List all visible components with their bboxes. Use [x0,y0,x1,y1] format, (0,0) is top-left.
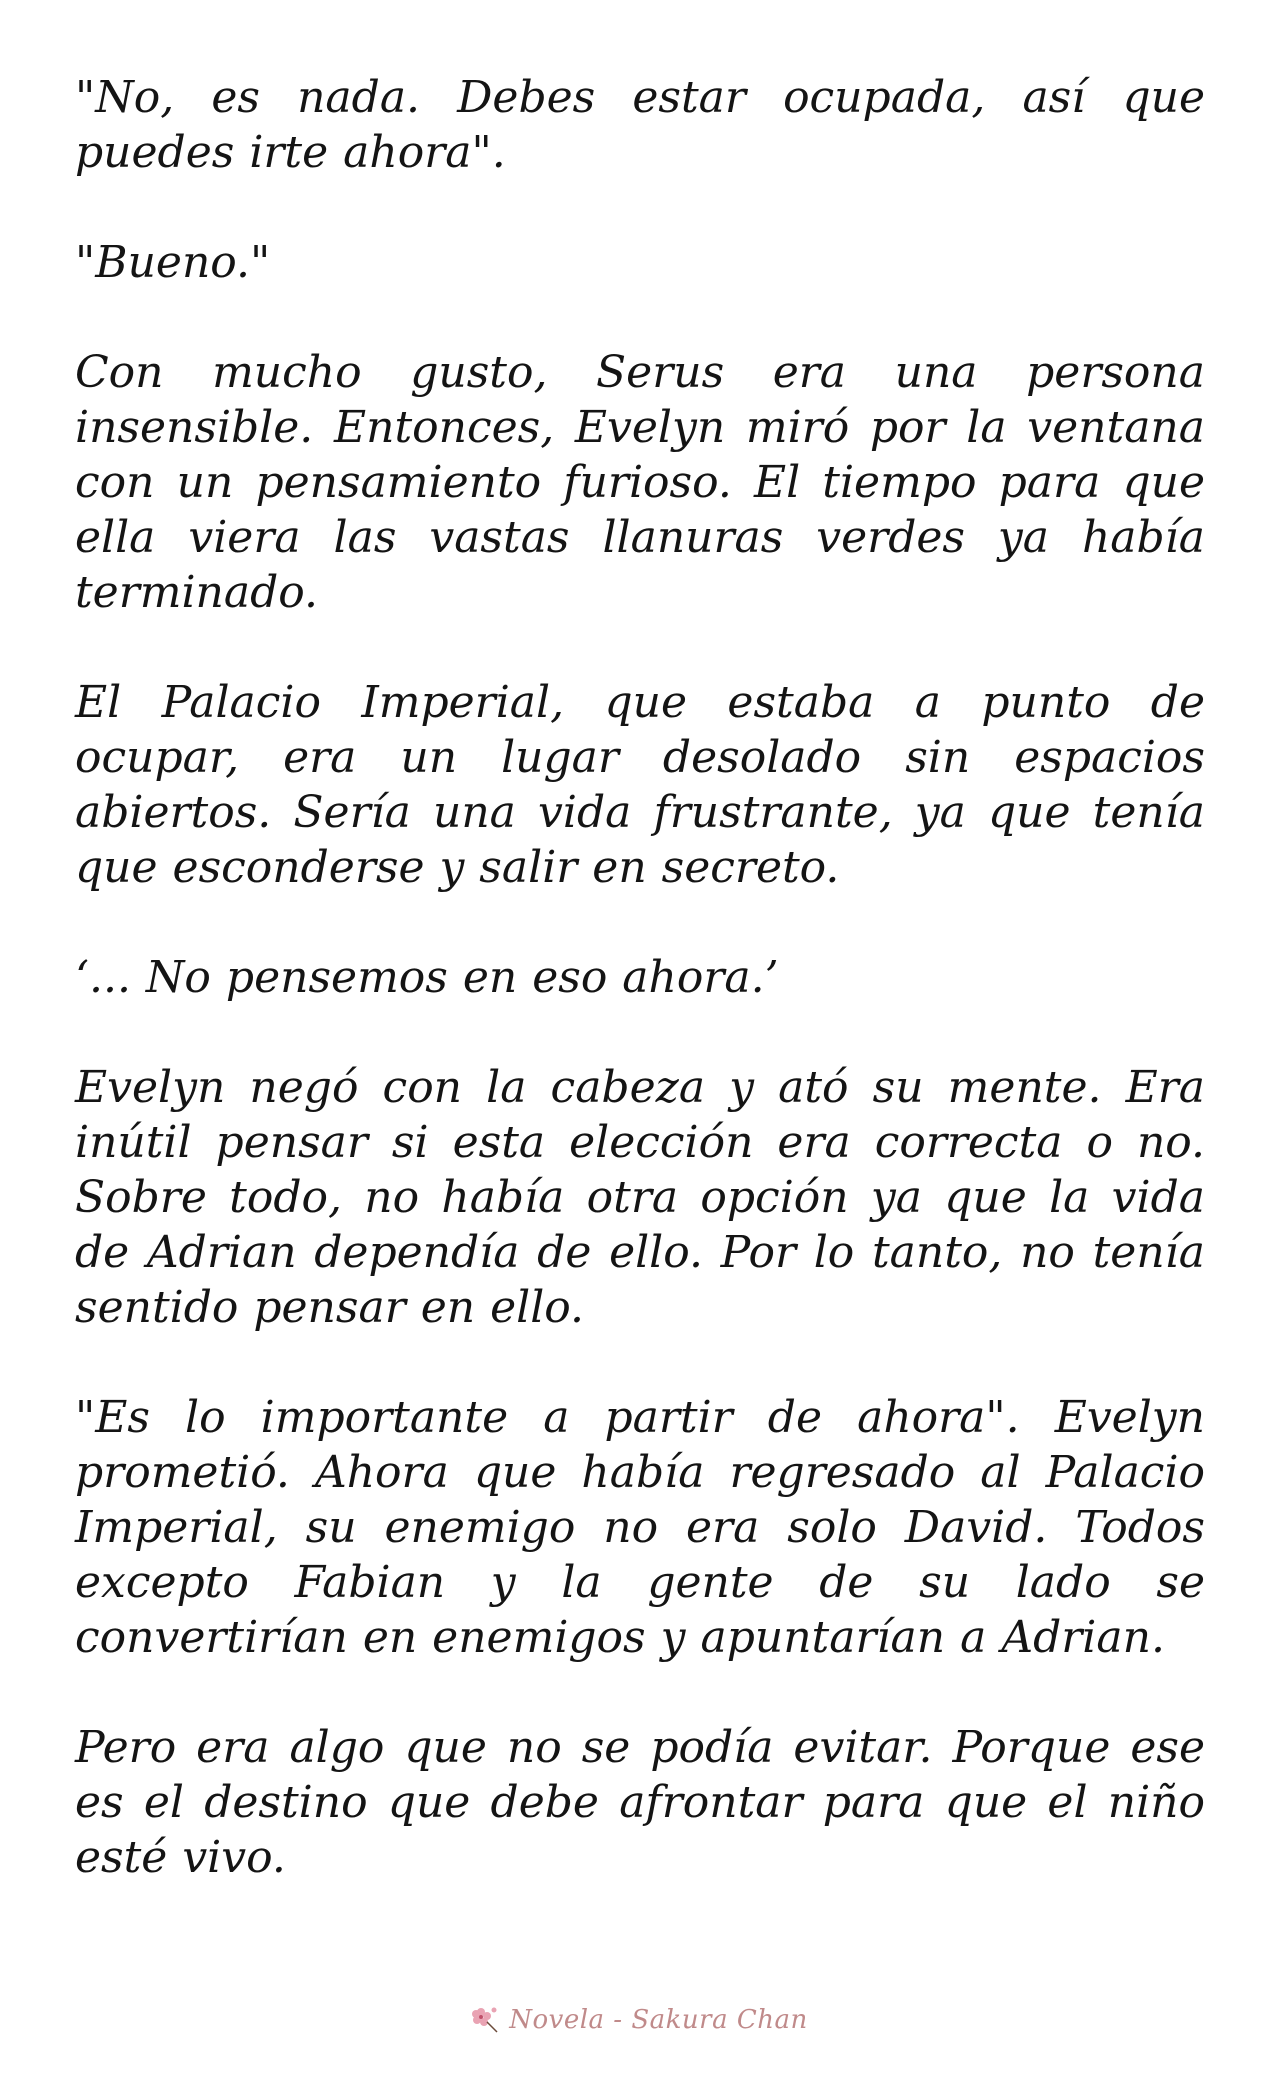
paragraph: ‘... No pensemos en eso ahora.’ [75,952,779,1003]
paragraph: "Bueno." [75,237,271,288]
paragraph: "Es lo importante a partir de ahora". Evelyn prometió. Ahora que había regresado al Palacio Imperial, su enemigo no era solo David. Todos excepto Fabian y la gente de su lado se convertirían en enemigos y apuntarían a Adrian. [75,1392,1205,1663]
paragraph: El Palacio Imperial, que estaba a punto de ocupar, era un lugar desolado sin espacios abiertos. Sería una vida frustrante, ya que tenía que esconderse y salir en secreto. [75,677,1205,893]
watermark-text: Novela - Sakura Chan [509,2005,808,2035]
paragraph: "No, es nada. Debes estar ocupada, así que puedes irte ahora". [75,72,1205,178]
paragraph: Con mucho gusto, Serus era una persona insensible. Entonces, Evelyn miró por la ventana con un pensamiento furioso. El tiempo para que ella viera las vastas llanuras verdes ya había terminado. [75,347,1205,618]
paragraph: Evelyn negó con la cabeza y ató su mente. Era inútil pensar si esta elección era correcta o no. Sobre todo, no había otra opción ya que la vida de Adrian dependía de ello. Por lo tanto, no tenía sentido pensar en ello. [75,1062,1205,1333]
sakura-flower-icon [467,2002,503,2038]
paragraph: Pero era algo que no se podía evitar. Porque ese es el destino que debe afrontar para que el niño esté vivo. [75,1722,1205,1883]
document-body [75,70,1205,1940]
watermark [0,1990,1275,2050]
